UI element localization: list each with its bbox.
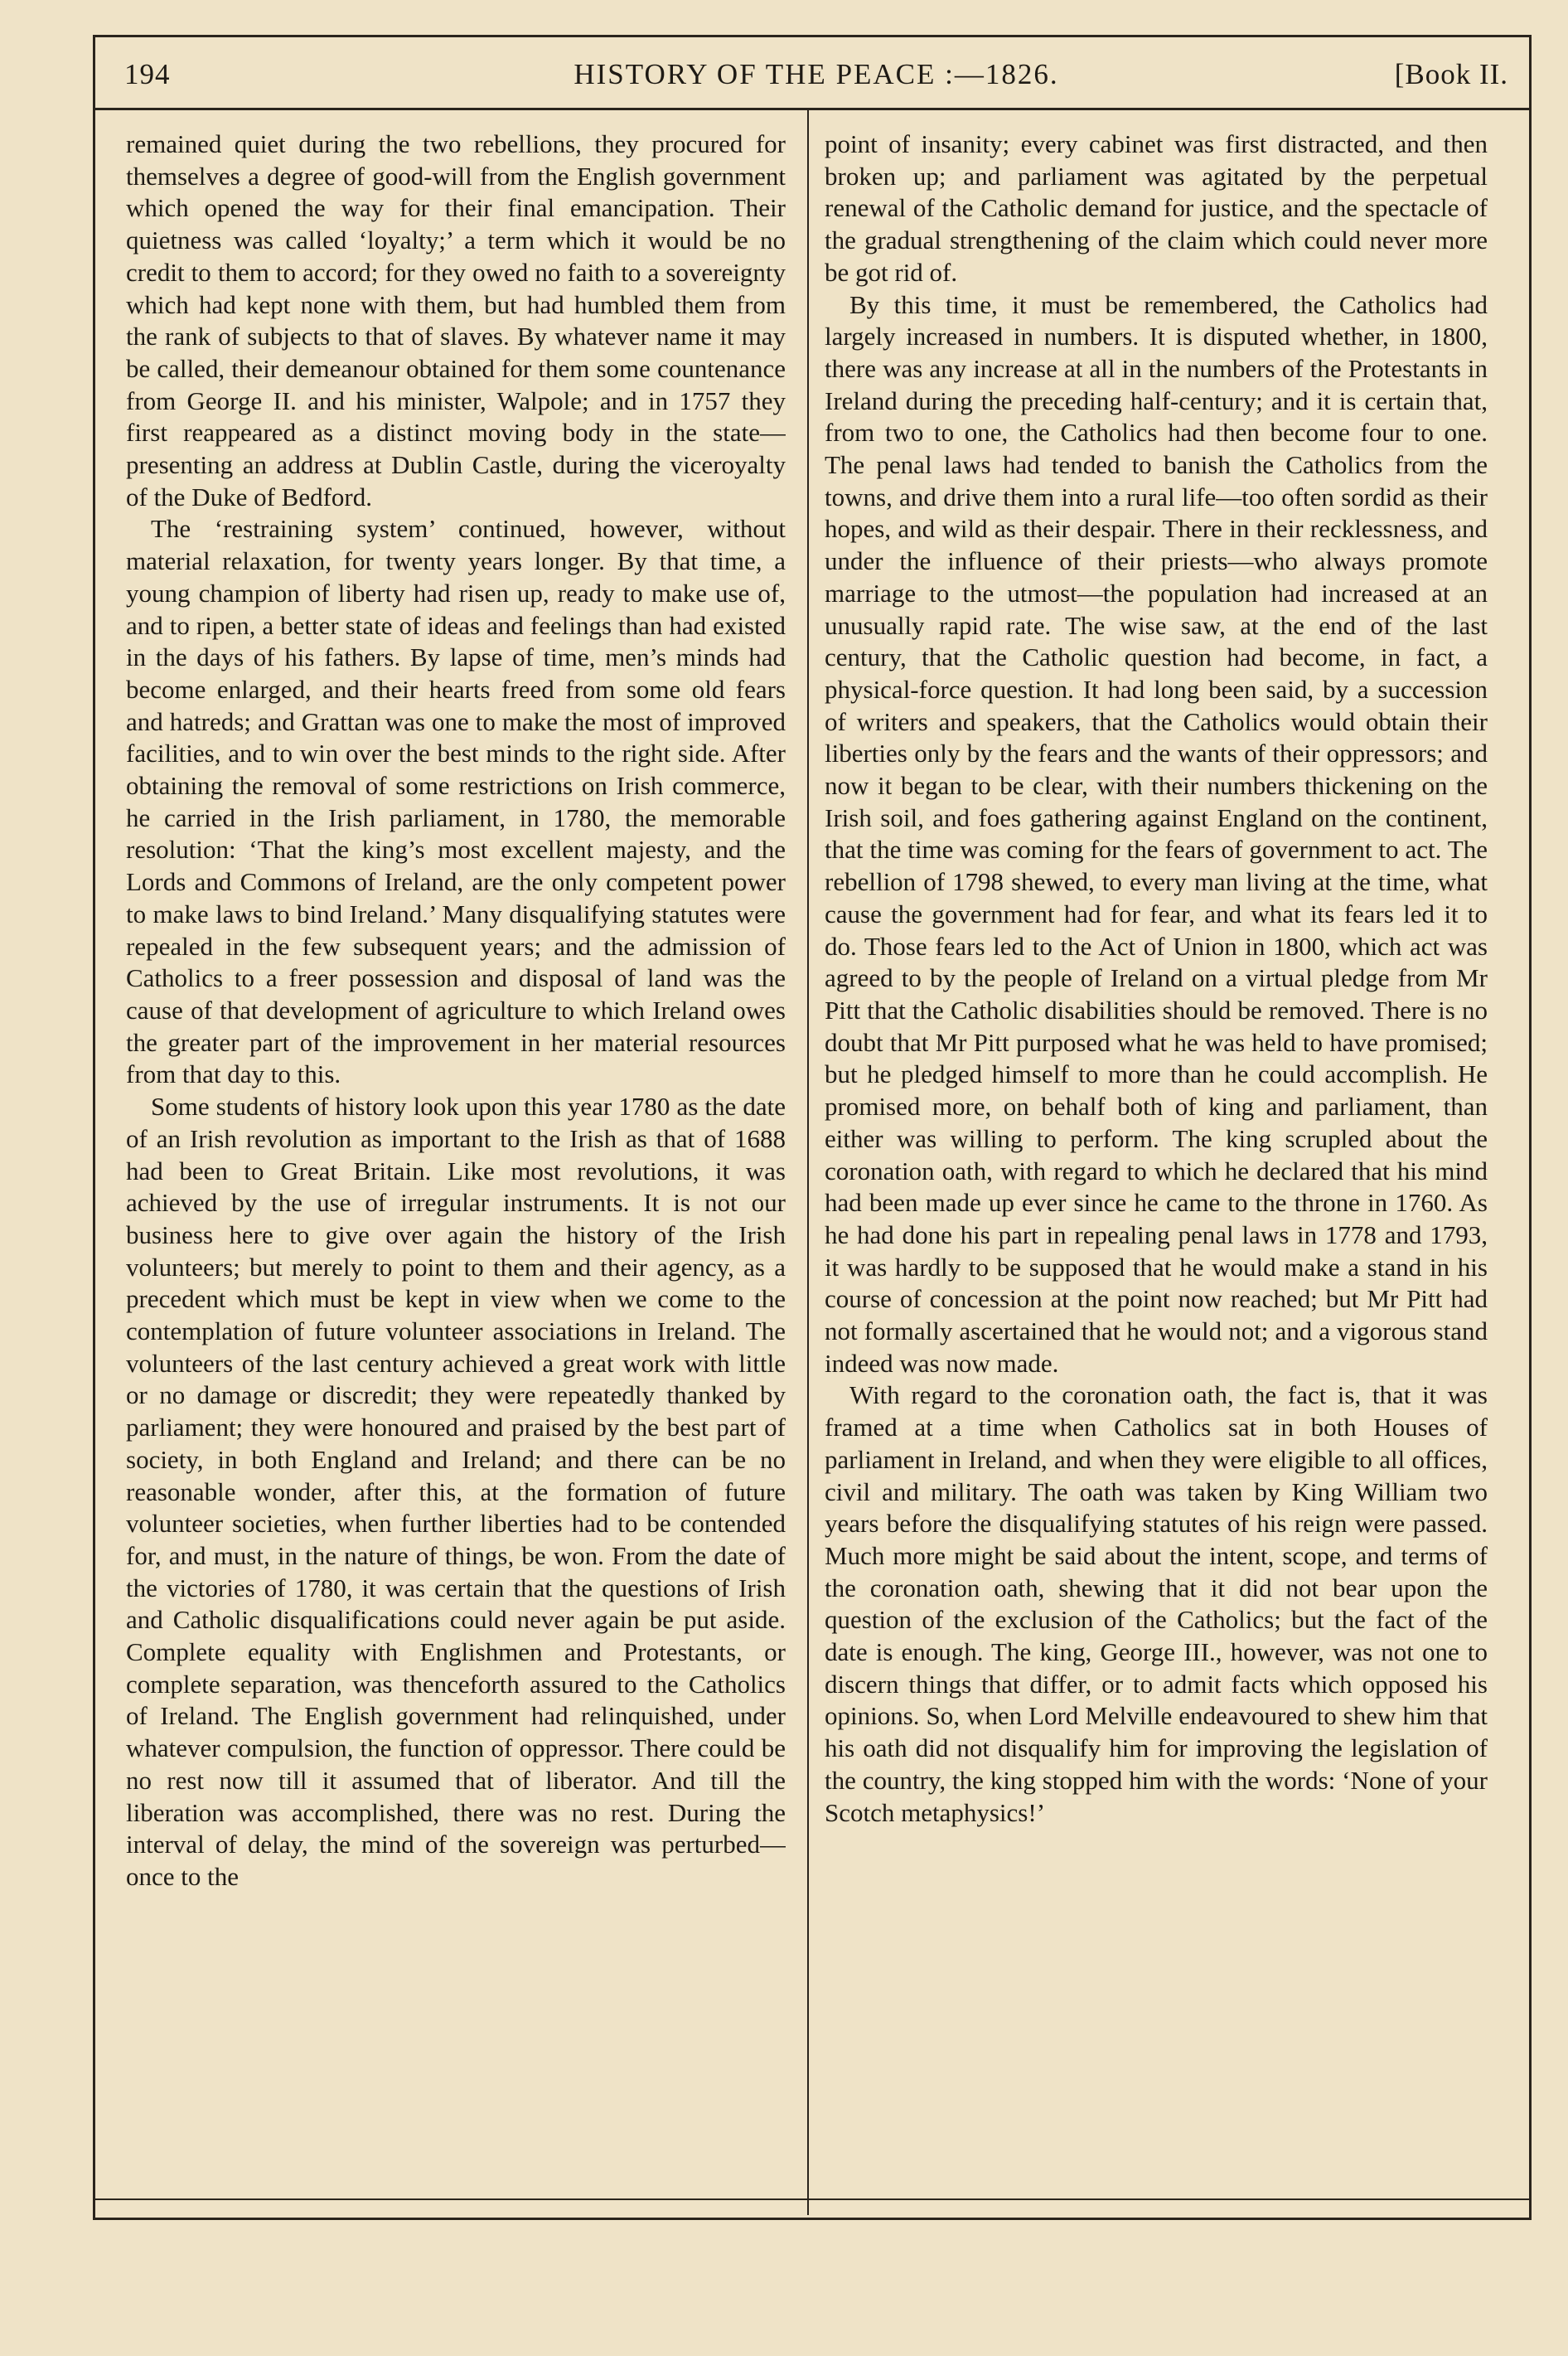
running-title: HISTORY OF THE PEACE :—1826.	[573, 58, 1059, 90]
left-column	[126, 128, 786, 2201]
paragraph: Some students of history look upon this year 1780 as the date of an Irish revolution as important to the Irish as that of 1688 had been to Great Britain. Like most revolutions, it was achieved by the use of irregular instruments. It is not our business here to give over again the history of the Irish volunteers; but merely to point to them and their agency, as a precedent which must be kept in view when we come to the contemplation of future volunteer associations in Ireland. The volunteers of the last century achieved a great work with little or no damage or discredit; they were repeatedly thanked by parliament; they were honoured and praised by the best part of society, in both England and Ireland; and there can be no reasonable wonder, after this, at the formation of future volunteer societies, when further liberties had to be contended for, and must, in the nature of things, be won. From the date of the victories of 1780, it was certain that the questions of Irish and Catholic disqualifications could never again be put aside. Complete equality with Englishmen and Protestants, or complete separation, was thenceforth assured to the Catholics of Ireland. The English government had relinquished, under whatever compulsion, the function of oppressor. There could be no rest now till it assumed that of liberator. And till the liberation was accomplished, there was no rest. During the interval of delay, the mind of the sovereign was perturbed—once to the	[126, 1092, 786, 1891]
paragraph: remained quiet during the two rebellions, they procured for themselves a degree of good-will from the English government which opened the way for their final emancipation. Their quietness was called ‘loyalty;’ a term which it would be no credit to them to accord; for they owed no faith to a sovereignty which had kept none with them, but had humbled them from the rank of subjects to that of slaves. By whatever name it may be called, their demeanour obtained for them some countenance from George II. and his minister, Walpole; and in 1757 they first reappeared as a distinct moving body in the state—presenting an address at Dublin Castle, during the viceroyalty of the Duke of Bedford.	[126, 129, 786, 511]
header-rule	[93, 108, 1529, 110]
paragraph: By this time, it must be remembered, the Catholics had largely increased in numbers. It is disputed whether, in 1800, there was any increase at all in the numbers of the Protestants in Ireland during the preceding half-century; and it is certain that, from two to one, the Catholics had then become four to one. The penal laws had tended to banish the Catholics from the towns, and drive them into a rural life—too often sordid as their hopes, and wild as their despair. There in their recklessness, and under the influence of their priests—who always promote marriage to the utmost—the population had increased at an unusually rapid rate. The wise saw, at the end of the last century, that the Catholic question had become, in fact, a physical-force question. It had long been said, by a succession of writers and speakers, that the Catholics would obtain their liberties only by the fears and the wants of their oppressors; and now it began to be clear, with their numbers thickening on the Irish soil, and foes gathering against England on the continent, that the time was coming for the fears of government to act. The rebellion of 1798 shewed, to every man living at the time, what cause the government had for fear, and what its fears led it to do. Those fears led to the Act of Union in 1800, which act was agreed to by the people of Ireland on a virtual pledge from Mr Pitt that the Catholic disabilities should be removed. There is no doubt that Mr Pitt purposed what he was held to have promised; but he pledged himself to more than he could accomplish. He promised more, on behalf both of king and parliament, than either was willing to perform. The king scrupled about the coronation oath, with regard to which he declared that his mind had been made up ever since he came to the throne in 1760. As he had done his part in repealing penal laws in 1778 and 1793, it was hardly to be supposed that he would make a stand in his course of concession at the point now reached; but Mr Pitt had not formally ascertained that he would not; and a vigorous stand indeed was now made.	[825, 289, 1488, 1378]
page-number: 194	[124, 58, 171, 90]
paragraph: With regard to the coronation oath, the fact is, that it was framed at a time when Catholics sat in both Houses of parliament in Ireland, and when they were eligible to all offices, civil and military. The oath was taken by King William two years before the disqualifying statutes of his reign were passed. Much more might be said about the intent, scope, and terms of the coronation oath, shewing that it did not bear upon the question of the exclusion of the Catholics; but the fact of the date is enough. The king, George III., however, was not one to discern things that differ, or to admit facts which opposed his opinions. So, when Lord Melville endeavoured to shew him that his oath did not disqualify him for improving the legislation of the country, the king stopped him with the words: ‘None of your Scotch metaphysics!’	[825, 1380, 1488, 1827]
book-reference: [Book II.	[1394, 58, 1508, 90]
paragraph: The ‘restraining system’ continued, however, without material relaxation, for twenty years longer. By that time, a young champion of liberty had risen up, ready to make use of, and to ripen, a better state of ideas and feelings than had existed in the days of his fathers. By lapse of time, men’s minds had become enlarged, and their hearts freed from some old fears and hatreds; and Grattan was one to make the most of improved facilities, and to win over the best minds to the right side. After obtaining the removal of some restrictions on Irish commerce, he carried in the Irish parliament, in 1780, the memorable resolution: ‘That the king’s most excellent majesty, and the Lords and Commons of Ireland, are the only competent power to make laws to bind Ireland.’ Many disqualifying statutes were repealed in the few subsequent years; and the admission of Catholics to a freer possession and disposal of land was the cause of that development of agriculture to which Ireland owes the greater part of the improvement in her material resources from that day to this.	[126, 514, 786, 1089]
column-divider	[807, 110, 809, 2215]
right-column	[825, 128, 1488, 2201]
paragraph: point of insanity; every cabinet was first distracted, and then broken up; and parliament was agitated by the perpetual renewal of the Catholic demand for justice, and the spectacle of the gradual strengthening of the claim which could never more be got rid of.	[825, 129, 1488, 287]
running-head	[124, 58, 1508, 108]
